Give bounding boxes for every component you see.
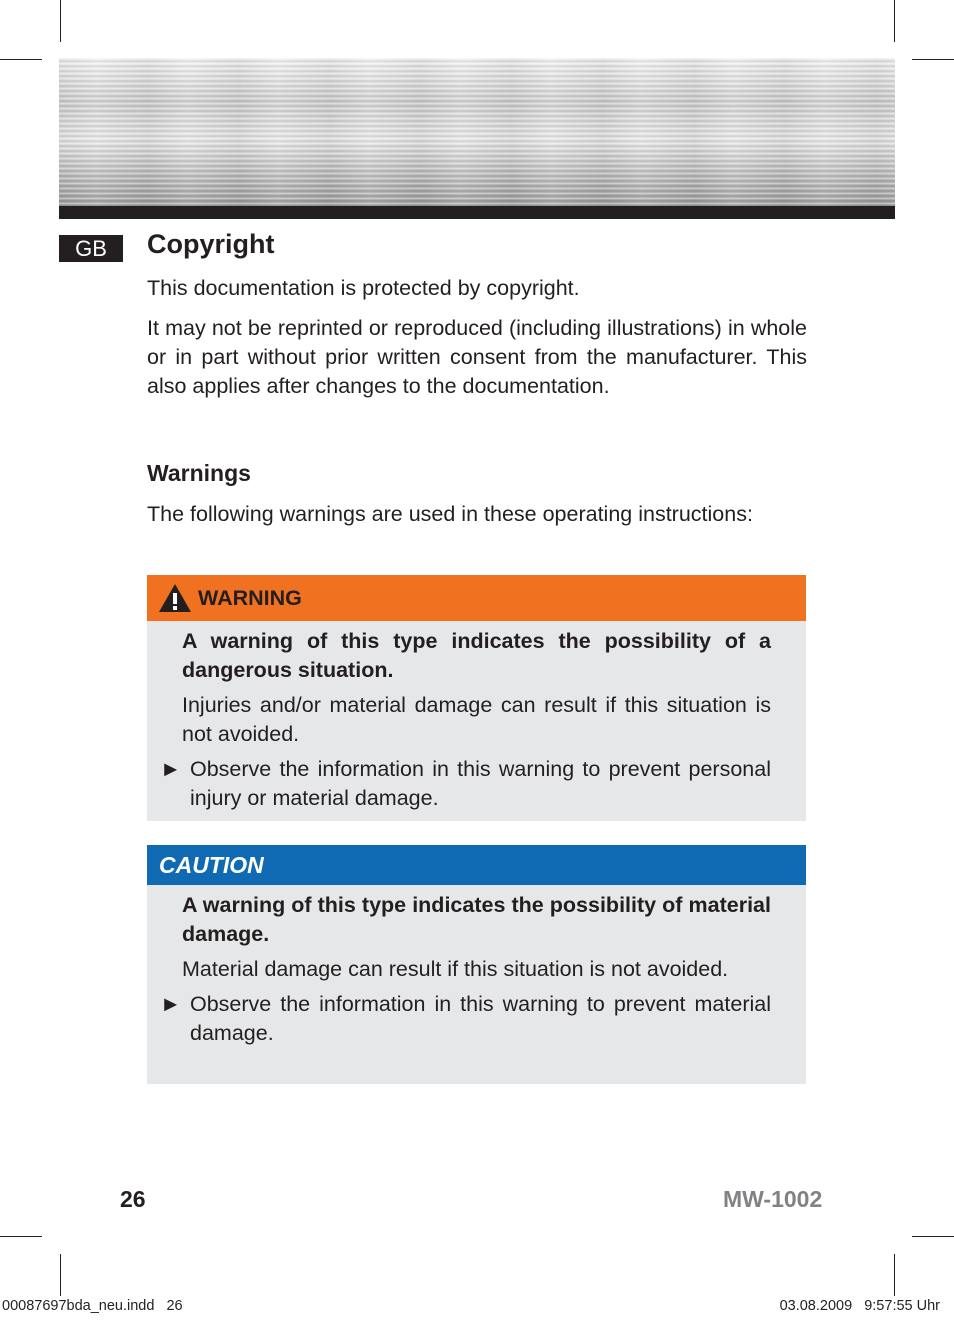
copyright-para-2: It may not be reprinted or reproduced (including illustrations) in whole or in part without prior written consent from the manufacturer. This also applies after changes to the documentation.: [147, 316, 807, 398]
warning-label: WARNING: [198, 585, 302, 610]
warning-triangle-icon: [158, 583, 192, 613]
crop-mark: [912, 1236, 954, 1237]
slug-datetime: 03.08.2009 9:57:55 Uhr: [779, 1298, 940, 1314]
copyright-heading: Copyright: [147, 229, 275, 259]
crop-mark: [0, 59, 42, 60]
caution-box-body: [147, 885, 806, 1054]
arrow-bullet-icon: ►: [160, 757, 182, 781]
caution-text: Material damage can result if this situation is not avoided.: [182, 957, 729, 981]
caution-box-header: [147, 845, 806, 885]
warning-box-body: [147, 621, 806, 819]
arrow-bullet-icon: ►: [160, 992, 182, 1016]
crop-mark: [0, 1236, 42, 1237]
language-tab: GB: [59, 235, 123, 262]
warning-bullet-text: Observe the information in this warning to prevent personal injury or material damage.: [190, 757, 771, 810]
caution-bold-text: A warning of this type indicates the possibility of material damage.: [182, 893, 771, 946]
crop-mark: [912, 59, 954, 60]
caution-bullet-text: Observe the information in this warning to prevent material damage.: [190, 992, 771, 1045]
crop-mark: [60, 1254, 61, 1296]
warning-bullet: [160, 755, 771, 813]
caution-label: CAUTION: [159, 851, 264, 878]
warning-bold-text: A warning of this type indicates the possibility of a dangerous situation.: [182, 629, 771, 682]
page-number: 26: [120, 1186, 146, 1212]
crop-mark: [60, 0, 61, 42]
caution-box: [147, 845, 806, 1084]
header-bar: [59, 206, 895, 219]
warning-text: Injuries and/or material damage can result if this situation is not avoided.: [182, 693, 771, 746]
crop-mark: [894, 1254, 895, 1296]
warnings-heading: Warnings: [147, 460, 251, 486]
slug-file: 00087697bda_neu.indd 26: [2, 1298, 183, 1314]
warnings-intro: The following warnings are used in these operating instructions:: [147, 502, 753, 526]
crop-mark: [894, 0, 895, 42]
warning-box: [147, 575, 806, 821]
copyright-para-1: This documentation is protected by copyright.: [147, 276, 580, 300]
caution-bullet: [160, 990, 771, 1048]
model-number: MW-1002: [723, 1186, 823, 1212]
brushed-metal-banner: [59, 58, 895, 206]
warning-box-header: [147, 575, 806, 621]
